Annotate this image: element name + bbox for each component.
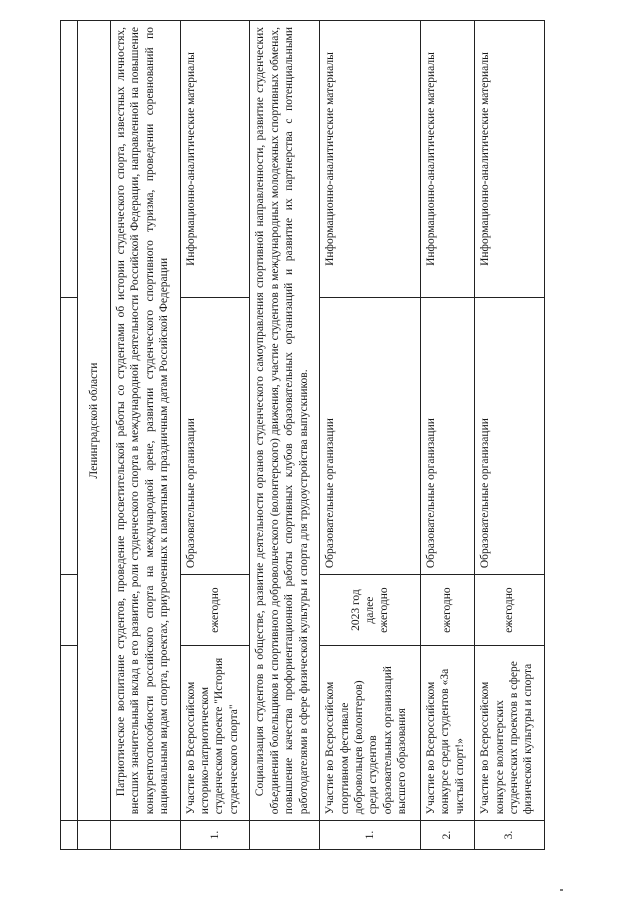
- row-number: 2.: [421, 821, 475, 850]
- event-date: ежегодно: [421, 575, 475, 646]
- rotated-page: [60, 20, 545, 850]
- row-number: 3.: [475, 821, 545, 850]
- event-date: 2023 год далее ежегодно: [320, 575, 421, 646]
- event-result: Информационно-аналитические материалы: [421, 21, 475, 298]
- plan-table: [60, 20, 545, 850]
- event-result: Информационно-аналитические материалы: [180, 21, 250, 298]
- table-row: [180, 21, 250, 850]
- row-number: 1.: [180, 821, 250, 850]
- event-organizer: Образовательные организации: [180, 298, 250, 575]
- region-title: Ленинградской области: [78, 21, 111, 821]
- event-date: ежегодно: [475, 575, 545, 646]
- event-name: Участие во Всероссийском конкурсе среди студентов «За чистый спорт!»: [421, 646, 475, 821]
- section-text: Социализация студентов в обществе, развитие деятельности органов студенческого самоуправления спортивной направленности, развитие студенческих объединений болельщиков и спортивного добровольческого (волонтерского) движения, участие студентов в международных молодежных спортивных обменах, повышение качества профориентационной работы спортивных клубов образовательных организаций и развитие их партнерства с потенциальными работодателями в сфере физической культуры и спорта для трудоустройства выпускников.: [250, 21, 320, 821]
- section-row: [111, 21, 181, 850]
- event-organizer: Образовательные организации: [421, 298, 475, 575]
- table-top-row: [61, 21, 78, 850]
- scan-speck: [560, 889, 563, 891]
- event-name: Участие во Всероссийском спортивном фестивале добровольцев (волонтеров) среди студентов образовательных организаций высшего образования: [320, 646, 421, 821]
- event-result: Информационно-аналитические материалы: [320, 21, 421, 298]
- table-row: [475, 21, 545, 850]
- row-number: 1.: [320, 821, 421, 850]
- section-row: [250, 21, 320, 850]
- event-name: Участие во Всероссийском историко-патриотическом студенческом проекте "История студенческого спорта": [180, 646, 250, 821]
- event-name: Участие во Всероссийском конкурсе волонтерских студенческих проектов в сфере физической культуры и спорта: [475, 646, 545, 821]
- event-organizer: Образовательные организации: [475, 298, 545, 575]
- table-row: [421, 21, 475, 850]
- event-date: ежегодно: [180, 575, 250, 646]
- region-row: [78, 21, 111, 850]
- table-row: [320, 21, 421, 850]
- event-result: Информационно-аналитические материалы: [475, 21, 545, 298]
- event-organizer: Образовательные организации: [320, 298, 421, 575]
- section-text: Патриотическое воспитание студентов, проведение просветительской работы со студентами об истории студенческого спорта, известных личностях, внесших значительный вклад в его развитие, роли студенческого спорта в международной деятельности Российской Федерации, направленной на повышение конкурентоспособности российского спорта на международной арене, развитии студенческого спортивного туризма, проведении соревнований по национальным видам спорта, проектах, приуроченных к памятным и праздничным датам Российской Федерации: [111, 21, 181, 821]
